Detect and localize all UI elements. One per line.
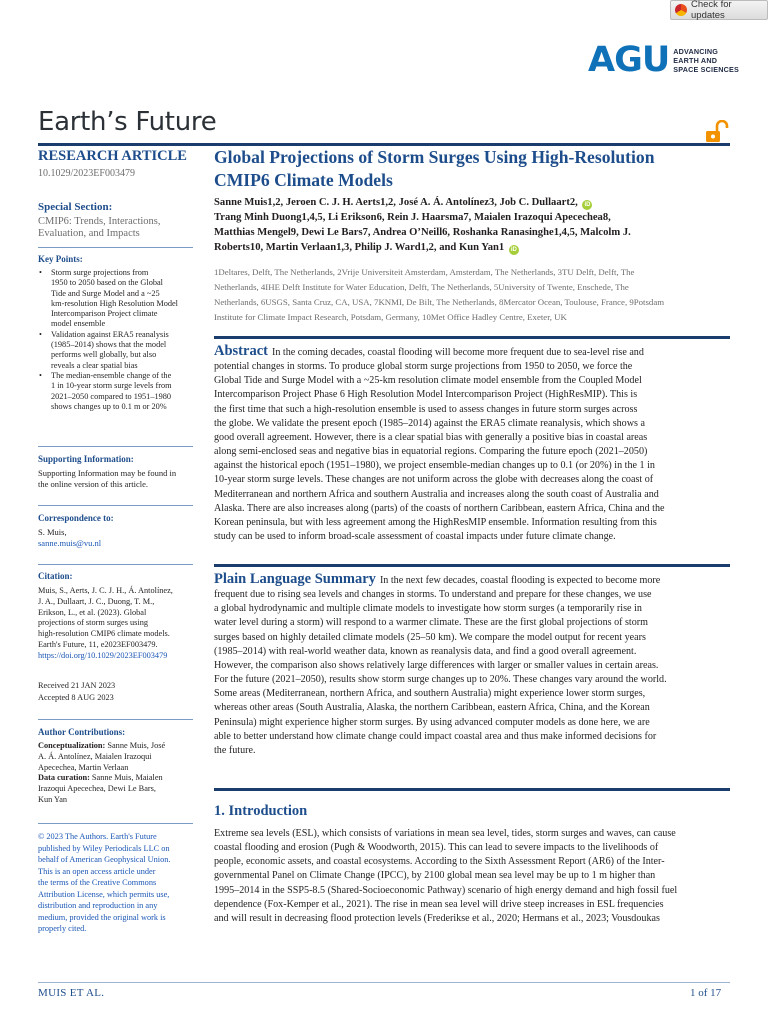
- intro-line: dependence (Fox-Kemper et al., 2021). The rise in mean sea level will drive steep increases in ESL frequencies: [214, 898, 664, 910]
- citation-journal: Earth's Future, 11, e2023EF003479.: [38, 639, 158, 649]
- key-point-line: Intercomparison Project climate: [51, 309, 158, 319]
- affiliations: [214, 265, 730, 325]
- supporting-info-line: the online version of this article.: [38, 479, 148, 489]
- special-section-name[interactable]: [38, 216, 194, 239]
- intro-line: governmental Panel on Climate Change (IPCC), by 2100 global mean sea level may be up to 1 m higher than: [214, 870, 656, 882]
- contribution-line: [38, 741, 194, 752]
- contribution-line: [38, 773, 194, 784]
- intro-rule: [214, 788, 730, 791]
- abstract-line: Alaska. There are also increases along (parts) of the coasts of northern Caribbean, eastern Africa, China and the: [214, 502, 665, 514]
- author-line-text: Matthias Mengel9, Dewi Le Bars7, Andrea O’Neill6, Roshanka Ranasinghe1,4,5, Malcolm J.: [214, 227, 631, 238]
- contribution-line: A. Á. Antolínez, Maialen Irazoqui: [38, 751, 152, 761]
- abstract-line: against the historical epoch (1951–1980), we project ensemble-median changes up to 0.1 (or 20%) in the 1 in: [214, 460, 655, 472]
- correspondence-heading: Correspondence to:: [38, 513, 114, 523]
- abstract-line: Intercomparison Project Phase 6 High Resolution Model Intercomparison Project (HighResMIP). This is: [214, 389, 638, 401]
- abstract-line: study can be used to inform broad-scale assessment of coastal impacts under future climate change.: [214, 531, 616, 543]
- sidebar-divider: [38, 564, 193, 565]
- key-point-line: (1985–2014) shows that the model: [51, 340, 167, 350]
- contribution-names: Sanne Muis, José: [105, 741, 166, 750]
- key-point: [38, 330, 194, 371]
- orcid-icon[interactable]: iD: [584, 202, 591, 208]
- special-section-heading: Special Section:: [38, 201, 113, 213]
- key-points-heading: Key Points:: [38, 254, 83, 264]
- contribution-line: Kun Yan: [38, 794, 68, 804]
- agu-tagline: [673, 47, 739, 74]
- license-line: Attribution License, which permits use,: [38, 889, 170, 899]
- author-contributions-text: [38, 741, 194, 806]
- key-point-line: performs well globally, but also: [51, 350, 157, 360]
- contribution-role: Conceptualization:: [38, 741, 106, 750]
- pls-line: For the future (2021–2050), results show storm surge changes up to 20%. These changes vary around the world.: [214, 674, 667, 686]
- author-line: [214, 210, 730, 225]
- agu-mark: AGU: [588, 39, 670, 80]
- abstract-line: along semi-enclosed seas and negative bias in equatorial regions. Comparing the future epoch (2021–2050): [214, 446, 648, 458]
- citation-line: J. A., Dullaart, J. C., Duong, T. M.,: [38, 596, 155, 606]
- pls-first-line: [214, 572, 730, 588]
- sidebar-divider: [38, 719, 193, 720]
- citation-text: [38, 586, 194, 662]
- citation-line: Erikson, L., et al. (2023). Global: [38, 607, 147, 617]
- correspondence-name: S. Muis,: [38, 527, 67, 537]
- abstract-heading: Abstract: [214, 343, 268, 359]
- pls-line: a global hydrodynamic and multiple climate models to investigate how storm surges (a temporarily rise in: [214, 603, 642, 615]
- license-line: distribution and reproduction in any: [38, 901, 158, 910]
- pls-line: surges based on highly detailed climate models (25–50 km). We compare the model output for recent years: [214, 631, 646, 643]
- author-list: [214, 195, 730, 255]
- abstract-line: the globe. We validate the present epoch (1985–2014) against the ERA5 climate reanalysis, which shows a: [214, 417, 645, 429]
- key-point-line: • The median-ensemble change of the: [51, 370, 172, 380]
- pls-heading: Plain Language Summary: [214, 571, 376, 587]
- key-points-list: [38, 268, 194, 412]
- correspondence-email-link[interactable]: sanne.muis@vu.nl: [38, 538, 102, 548]
- agu-tagline-line: EARTH AND: [673, 55, 718, 65]
- license-line: medium, provided the original work is: [38, 912, 166, 922]
- abstract-line: Global Tide and Surge Model with a ~25-km resolution climate model ensemble from the Coupled Model: [214, 375, 642, 387]
- license-line: © 2023 The Authors. Earth's Future: [38, 832, 157, 841]
- supporting-info-heading: Supporting Information:: [38, 454, 134, 464]
- accepted-date: Accepted 8 AUG 2023: [38, 693, 114, 702]
- article-type: RESEARCH ARTICLE: [38, 148, 187, 164]
- key-point-line: km-resolution High Resolution Model: [51, 298, 178, 308]
- key-point-line: Tide and Surge Model and a ~25: [51, 288, 160, 298]
- abstract-line: 10-year storm surge levels. These changes are not uniform across the globe with decreases along the coast of: [214, 474, 654, 486]
- pls-line: However, the comparison also shows relatively large differences with larger or smaller values in certain areas.: [214, 659, 659, 671]
- abstract: [214, 344, 730, 544]
- author-line: [214, 240, 730, 255]
- key-point-line: model ensemble: [51, 319, 106, 329]
- pls-line: able to better understand how climate change could impact coastal area and thus make informed decisions for: [214, 730, 657, 742]
- pls-line: Some areas (Mediterranean, northern Africa, and southern Australia) might experience lower storm surges,: [214, 688, 646, 700]
- intro-line: coastal flooding and erosion (Pugh & Woodworth, 2015). This can lead to severe impacts to the livelihoods of: [214, 842, 659, 854]
- citation-line: Muis, S., Aerts, J. C. J. H., Á. Antolínez,: [38, 586, 173, 595]
- agu-tagline-line: ADVANCING: [673, 46, 719, 56]
- affiliation-line: 1Deltares, Delft, The Netherlands, 2Vrije Universiteit Amsterdam, Amsterdam, The Netherlands, 3TU Delft, Delft, The: [214, 267, 635, 277]
- abstract-line: good overall agreement. However, there is a clear spatial bias with generally a positive bias in coastal areas: [214, 431, 648, 443]
- pls-line: In the next few decades, coastal flooding is expected to become more: [379, 575, 661, 586]
- key-point-line: 1950 to 2050 based on the Global: [51, 278, 163, 288]
- sidebar-divider: [38, 446, 193, 447]
- sidebar-divider: [38, 505, 193, 506]
- key-point-line: • Validation against ERA5 reanalysis: [51, 329, 169, 339]
- license-line: published by Wiley Periodicals LLC on: [38, 843, 170, 853]
- license-line: the terms of the Creative Commons: [38, 878, 157, 887]
- check-for-updates-button[interactable]: [670, 0, 768, 20]
- abstract-line: potential changes in storms. To produce global storm surge projections from 1950 to 2050, we force the: [214, 361, 633, 373]
- contribution-line: Apecechea, Martin Verlaan: [38, 762, 129, 772]
- citation-heading: Citation:: [38, 571, 73, 581]
- key-point-line: 1 in 10-year storm surge levels from: [51, 381, 172, 391]
- open-access-lock-icon: [705, 120, 729, 144]
- intro-line: and will result in decreasing flood protection levels (Frederikse et al., 2020; Hermans et al., 2023; Vousdoukas: [214, 912, 660, 924]
- introduction-text: [214, 827, 730, 926]
- crossmark-icon: [675, 4, 687, 16]
- pls-line: (1985–2014) with real-world weather data, known as reanalysis data, and find a good overall agreement.: [214, 645, 637, 657]
- abstract-line: the first time that such a high-resolution ensemble is used to assess changes in future storm surges across: [214, 403, 638, 415]
- running-footer-authors: MUIS ET AL.: [38, 987, 105, 999]
- page-number: 1 of 17: [690, 987, 722, 999]
- affiliation-line: Institute for Climate Impact Research, Potsdam, Germany, 10Met Office Hadley Centre, Exeter, UK: [214, 312, 567, 322]
- pls-line: frequent due to rising sea levels and changes in storms. To understand and prepare for these changes, we use: [214, 589, 652, 601]
- doi[interactable]: 10.1029/2023EF003479: [38, 168, 135, 179]
- special-section-line: CMIP6: Trends, Interactions,: [38, 216, 161, 227]
- plain-language-summary: [214, 572, 730, 758]
- citation-doi-link[interactable]: https://doi.org/10.1029/2023EF003479: [38, 650, 168, 660]
- sidebar-divider: [38, 823, 193, 824]
- license-notice[interactable]: [38, 831, 194, 935]
- pls-line: whereas other areas (South Australia, Alaska, the northern Caribbean, eastern Africa, China, and the Korean: [214, 702, 650, 714]
- abstract-line: In the coming decades, coastal flooding will become more frequent due to sea-level rise and: [271, 347, 644, 358]
- key-point-line: 2021–2050 compared to 1951–1980: [51, 391, 172, 401]
- article-title-line: CMIP6 Climate Models: [214, 170, 393, 190]
- check-updates-label: Check for updates: [691, 0, 732, 21]
- affiliation-line: Netherlands, 4IHE Delft Institute for Water Education, Delft, The Netherlands, 5University of Twente, Enschede, The: [214, 282, 629, 292]
- supporting-info-line: Supporting Information may be found in: [38, 468, 177, 478]
- intro-line: Extreme sea levels (ESL), which consists of variations in mean sea level, tides, storm surges and waves, can cause: [214, 828, 676, 839]
- pls-rule: [214, 564, 730, 567]
- key-point-line: shows changes up to 0.1 m or 20%: [51, 401, 167, 411]
- supporting-info-text: [38, 468, 190, 490]
- key-point-line: • Storm surge projections from: [51, 268, 149, 277]
- abstract-line: Mediterranean and northern Africa and southern Australia and increases along the south coast of Australia and: [214, 488, 659, 500]
- orcid-icon[interactable]: iD: [510, 247, 517, 253]
- received-date: Received 21 JAN 2023: [38, 681, 116, 690]
- journal-title: Earth’s Future: [38, 107, 217, 137]
- intro-line: 1995–2014 in the SSP5-8.5 (Shared-Socioeconomic Pathway) scenario of high energy demand and high fossil fuel: [214, 884, 678, 896]
- contribution-role: Data curation:: [38, 773, 90, 783]
- affiliation-line: Netherlands, 6USGS, Santa Cruz, CA, USA, 7KNMI, De Bilt, The Netherlands, 8Mercator Ocean, Toulouse, France, 9Potsdam: [214, 297, 665, 307]
- citation-line: high-resolution CMIP6 climate models.: [38, 629, 170, 639]
- author-contributions-heading: Author Contributions:: [38, 727, 126, 737]
- author-line: [214, 195, 730, 210]
- intro-line: people, economic assets, and coastal ecosystems. According to the Sixth Assessment Report (AR6) of the Inter-: [214, 856, 665, 868]
- article-title: [214, 146, 730, 192]
- license-line: This is an open access article under: [38, 866, 156, 876]
- license-line: behalf of American Geophysical Union.: [38, 855, 171, 864]
- key-point: [38, 268, 194, 330]
- author-line: [214, 225, 730, 240]
- pls-line: water level during a storm) will respond to a warmer climate. These are the first global projections of storm: [214, 617, 648, 629]
- license-line: properly cited.: [38, 924, 87, 933]
- author-line-text: Sanne Muis1,2, Jeroen C. J. H. Aerts1,2, José A. Á. Antolínez3, Job C. Dullaart2,: [214, 197, 578, 208]
- agu-tagline-line: SPACE SCIENCES: [673, 64, 740, 74]
- pls-line: the future.: [214, 744, 256, 756]
- article-title-line: Global Projections of Storm Surges Using High-Resolution: [214, 147, 655, 167]
- introduction-heading: 1. Introduction: [214, 803, 308, 819]
- contribution-names: Sanne Muis, Maialen: [89, 773, 163, 783]
- abstract-rule: [214, 336, 730, 339]
- key-point-line: reveals a clear spatial bias: [51, 360, 138, 370]
- agu-logo: [588, 39, 740, 80]
- special-section-line: Evaluation, and Impacts: [38, 227, 140, 239]
- citation-line: projections of storm surges using: [38, 618, 149, 628]
- abstract-line: Korean peninsula, but with less agreement among the HighResMIP ensemble. Information resulting from this: [214, 516, 657, 528]
- key-point: [38, 371, 194, 412]
- abstract-first-line: [214, 344, 730, 360]
- contribution-line: Irazoqui Apecechea, Dewi Le Bars,: [38, 784, 156, 794]
- pls-line: Peninsula) might experience higher storm surges. By using advanced computer models as done here, we are: [214, 716, 650, 728]
- sidebar-divider: [38, 247, 193, 248]
- author-line-text: Trang Minh Duong1,4,5, Li Erikson6, Rein J. Haarsma7, Maialen Irazoqui Apecechea8,: [214, 212, 611, 223]
- author-line-text: Roberts10, Martin Verlaan1,3, Philip J. Ward1,2, and Kun Yan1: [214, 242, 505, 253]
- footer-rule: [38, 982, 730, 983]
